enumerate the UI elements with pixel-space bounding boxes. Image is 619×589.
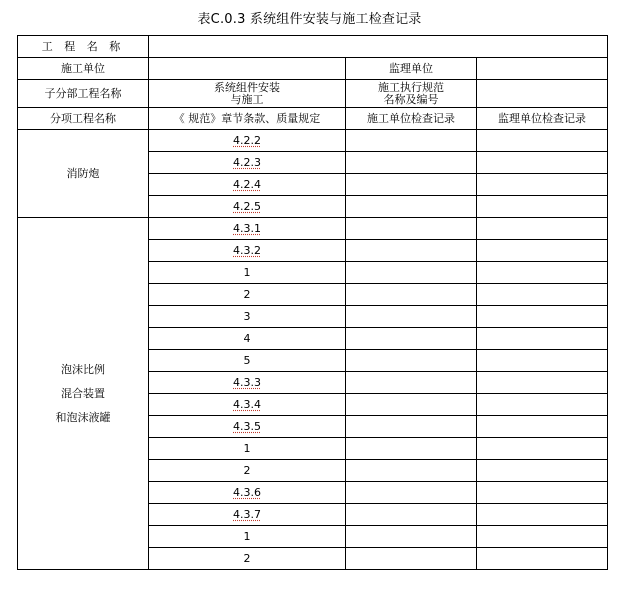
clause-cell xyxy=(149,240,346,262)
clause-number: 5 xyxy=(243,353,251,367)
item-project-label: 分项工程名称 xyxy=(18,108,149,130)
supervision-check-cell[interactable] xyxy=(477,504,608,526)
item-project-name-line: 泡沫比例 xyxy=(61,362,105,376)
clause-cell xyxy=(149,152,346,174)
clause-number: 4.3.2 xyxy=(233,243,261,257)
clause-number: 3 xyxy=(243,309,251,323)
supervision-unit-label: 监理单位 xyxy=(346,58,477,80)
supervision-unit-value[interactable] xyxy=(477,58,608,80)
project-name-value[interactable] xyxy=(149,36,608,58)
construction-check-cell[interactable] xyxy=(346,218,477,240)
clause-cell xyxy=(149,284,346,306)
clause-cell xyxy=(149,218,346,240)
construction-check-cell[interactable] xyxy=(346,130,477,152)
supervision-check-cell[interactable] xyxy=(477,328,608,350)
supervision-check-cell[interactable] xyxy=(477,152,608,174)
supervision-check-cell[interactable] xyxy=(477,460,608,482)
supervision-check-cell[interactable] xyxy=(477,262,608,284)
construction-check-cell[interactable] xyxy=(346,460,477,482)
clause-cell xyxy=(149,372,346,394)
supervision-check-cell[interactable] xyxy=(477,526,608,548)
clause-number: 4.2.4 xyxy=(233,177,261,191)
supervision-check-cell[interactable] xyxy=(477,548,608,570)
column-header-row xyxy=(18,108,608,130)
construction-check-cell[interactable] xyxy=(346,196,477,218)
supervision-check-cell[interactable] xyxy=(477,130,608,152)
construction-check-cell[interactable] xyxy=(346,328,477,350)
construction-check-cell[interactable] xyxy=(346,306,477,328)
supervision-check-cell[interactable] xyxy=(477,416,608,438)
supervision-check-cell[interactable] xyxy=(477,306,608,328)
clause-number: 4.3.4 xyxy=(233,397,261,411)
clause-cell xyxy=(149,306,346,328)
unit-row xyxy=(18,58,608,80)
clause-label: 《 规范》章节条款、质量规定 xyxy=(149,108,346,130)
spec-value[interactable] xyxy=(477,80,608,108)
clause-number: 2 xyxy=(243,463,251,477)
construction-check-cell[interactable] xyxy=(346,350,477,372)
clause-number: 2 xyxy=(243,551,251,565)
supervision-check-cell[interactable] xyxy=(477,394,608,416)
supervision-check-cell[interactable] xyxy=(477,438,608,460)
clause-number: 4.2.3 xyxy=(233,155,261,169)
spec-label xyxy=(346,80,477,108)
clause-number: 1 xyxy=(243,441,251,455)
clause-cell xyxy=(149,482,346,504)
clause-number: 4.2.5 xyxy=(233,199,261,213)
supervision-check-cell[interactable] xyxy=(477,174,608,196)
supervision-check-cell[interactable] xyxy=(477,284,608,306)
clause-number: 4.3.7 xyxy=(233,507,261,521)
clause-cell xyxy=(149,416,346,438)
construction-unit-value[interactable] xyxy=(149,58,346,80)
sub-project-label: 子分部工程名称 xyxy=(18,80,149,108)
clause-number: 4.3.5 xyxy=(233,419,261,433)
item-project-name xyxy=(18,218,149,570)
item-project-name xyxy=(18,130,149,218)
clause-cell xyxy=(149,328,346,350)
construction-check-cell[interactable] xyxy=(346,262,477,284)
clause-number: 2 xyxy=(243,287,251,301)
construction-check-cell[interactable] xyxy=(346,240,477,262)
supervision-check-cell[interactable] xyxy=(477,196,608,218)
spec-label-line1: 施工执行规范 xyxy=(378,80,444,94)
supervision-check-cell[interactable] xyxy=(477,350,608,372)
construction-check-cell[interactable] xyxy=(346,548,477,570)
clause-cell xyxy=(149,130,346,152)
clause-number: 4 xyxy=(243,331,251,345)
project-name-label: 工 程 名 称 xyxy=(18,36,149,58)
supervision-check-cell[interactable] xyxy=(477,372,608,394)
project-name-row xyxy=(18,36,608,58)
sub-project-value-line1: 系统组件安装 xyxy=(214,80,280,94)
clause-number: 1 xyxy=(243,265,251,279)
clause-cell xyxy=(149,460,346,482)
spec-label-line2: 名称及编号 xyxy=(383,92,439,106)
supervision-check-cell[interactable] xyxy=(477,218,608,240)
item-row xyxy=(18,218,608,240)
construction-check-cell[interactable] xyxy=(346,394,477,416)
construction-check-cell[interactable] xyxy=(346,372,477,394)
supervision-check-label: 监理单位检查记录 xyxy=(477,108,608,130)
clause-cell xyxy=(149,438,346,460)
construction-check-cell[interactable] xyxy=(346,416,477,438)
clause-cell xyxy=(149,504,346,526)
form-title: 表C.0.3 系统组件安装与施工检查记录 xyxy=(197,12,422,27)
sub-project-value xyxy=(149,80,346,108)
clause-cell xyxy=(149,548,346,570)
construction-check-cell[interactable] xyxy=(346,504,477,526)
clause-cell xyxy=(149,174,346,196)
clause-cell xyxy=(149,350,346,372)
clause-cell xyxy=(149,394,346,416)
clause-number: 4.3.3 xyxy=(233,375,261,389)
inspection-record-table xyxy=(17,35,608,570)
item-row xyxy=(18,130,608,152)
clause-number: 4.2.2 xyxy=(233,133,261,147)
construction-check-cell[interactable] xyxy=(346,482,477,504)
sub-project-row xyxy=(18,80,608,108)
clause-cell xyxy=(149,526,346,548)
clause-number: 4.3.6 xyxy=(233,485,261,499)
clause-cell xyxy=(149,262,346,284)
construction-check-label: 施工单位检查记录 xyxy=(346,108,477,130)
construction-check-cell[interactable] xyxy=(346,284,477,306)
clause-cell xyxy=(149,196,346,218)
construction-check-cell[interactable] xyxy=(346,152,477,174)
sub-project-value-line2: 与施工 xyxy=(230,92,264,106)
item-project-name-line: 混合装置 xyxy=(61,386,105,400)
item-project-name-line: 和泡沫液罐 xyxy=(55,410,111,424)
construction-check-cell[interactable] xyxy=(346,174,477,196)
construction-unit-label: 施工单位 xyxy=(18,58,149,80)
supervision-check-cell[interactable] xyxy=(477,240,608,262)
supervision-check-cell[interactable] xyxy=(477,482,608,504)
clause-number: 1 xyxy=(243,529,251,543)
item-project-name-line: 消防炮 xyxy=(66,166,100,180)
construction-check-cell[interactable] xyxy=(346,438,477,460)
clause-number: 4.3.1 xyxy=(233,221,261,235)
construction-check-cell[interactable] xyxy=(346,526,477,548)
